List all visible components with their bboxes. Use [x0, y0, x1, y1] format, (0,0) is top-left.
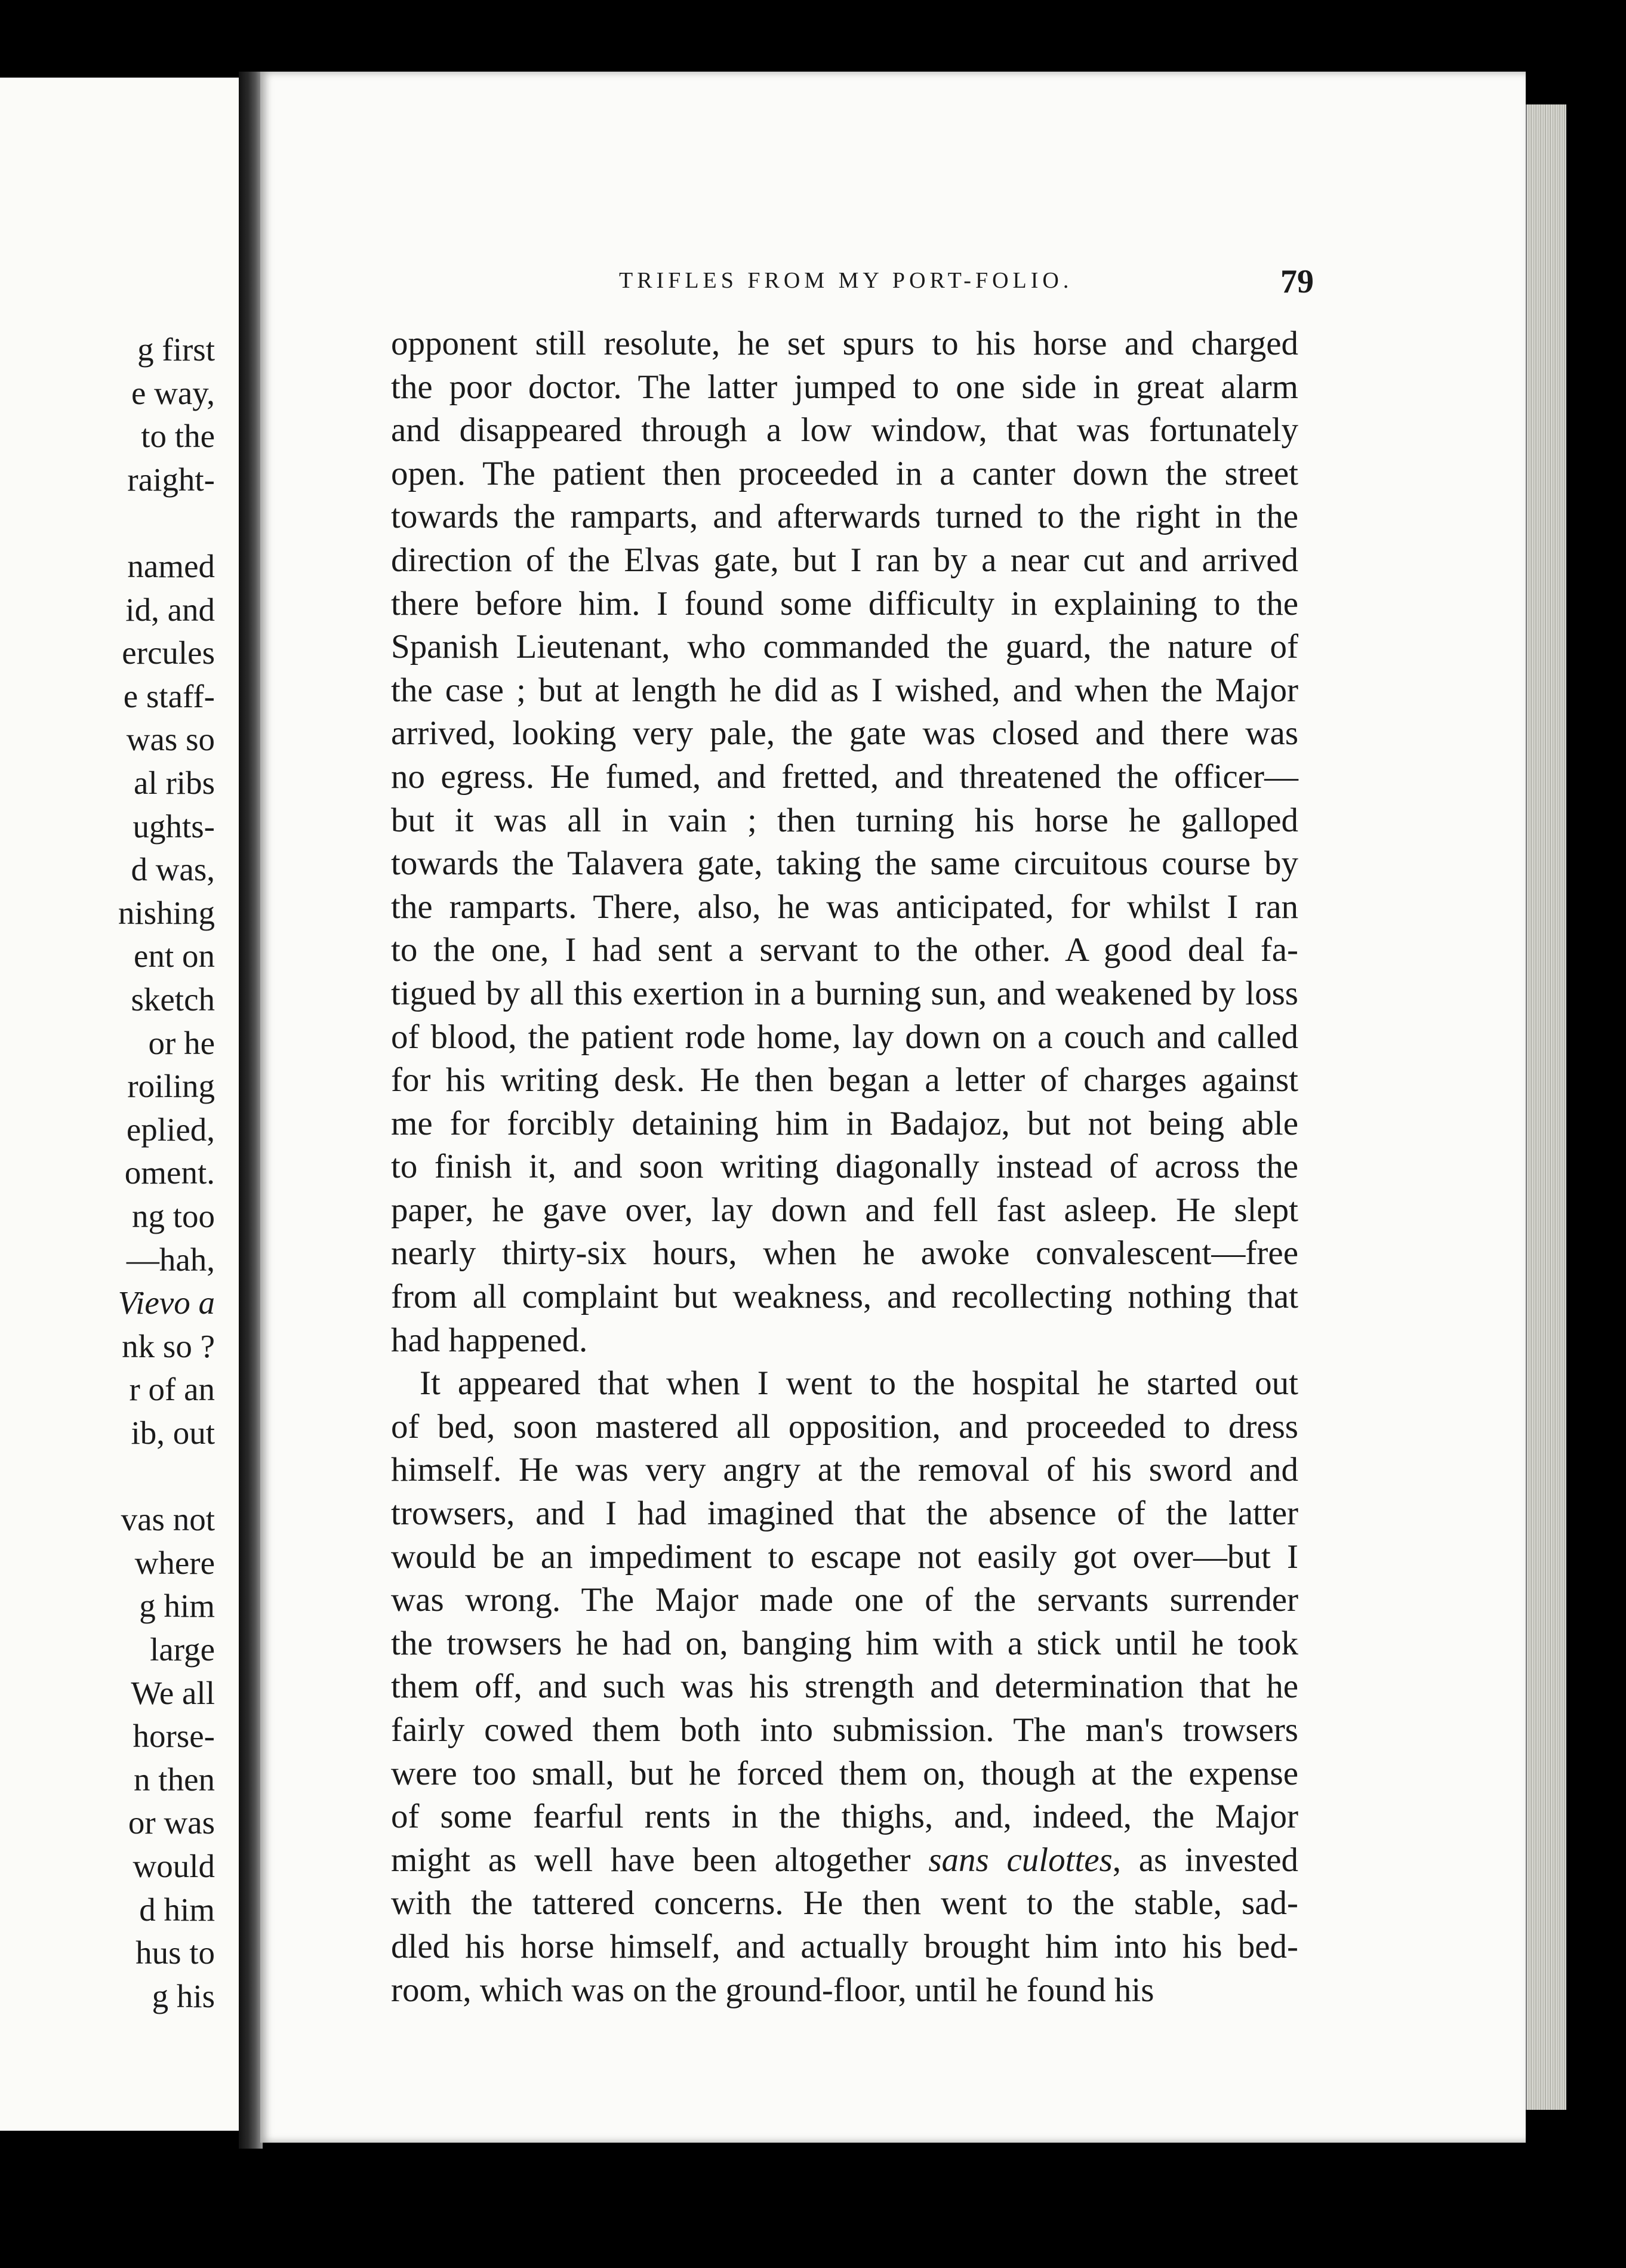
fragment-line: id, and: [125, 591, 215, 628]
text-line: the case ; but at length he did as I wished, and when the Major: [391, 671, 1298, 709]
text-line: himself. He was very angry at the removal of his sword and: [391, 1451, 1298, 1489]
text-line: no egress. He fumed, and fretted, and threatened the officer—: [391, 757, 1298, 796]
fragment-line: sketch: [131, 981, 215, 1018]
page-number: 79: [1280, 263, 1314, 300]
text-line: trowsers, and I had imagined that the absence of the latter: [391, 1494, 1298, 1533]
text-line: for his writing desk. He then began a letter of charges against: [391, 1061, 1298, 1099]
page-edges: [1526, 104, 1566, 2110]
text-line: might as well have been altogether sans culottes, as invested: [391, 1841, 1299, 1879]
fragment-line: ughts-: [133, 808, 215, 845]
fragment-line: named: [127, 548, 215, 584]
text-line: there before him. I found some difficulty in explaining to the: [391, 584, 1298, 623]
text-line: direction of the Elvas gate, but I ran by a near cut and arrived: [391, 541, 1298, 579]
fragment-line: al ribs: [134, 765, 215, 801]
text-line: from all complaint but weakness, and recollecting nothing that: [391, 1278, 1298, 1316]
text-line: but it was all in vain ; then turning his horse he galloped: [391, 801, 1298, 839]
running-head: TRIFLES FROM MY PORT-FOLIO.: [619, 268, 1073, 293]
text-line: them off, and such was his strength and determination that he: [391, 1668, 1298, 1706]
text-line: towards the Talavera gate, taking the same circuitous course by: [391, 845, 1298, 883]
fragment-line: e way,: [131, 374, 215, 411]
fragment-line: g first: [137, 331, 215, 368]
fragment-line: would: [133, 1848, 215, 1884]
fragment-line: horse-: [133, 1718, 215, 1755]
fragment-line: g his: [152, 1977, 215, 2014]
fragment-line: roiling: [127, 1068, 215, 1105]
text-line: opponent still resolute, he set spurs to his horse and charged: [391, 325, 1298, 362]
text-line: was wrong. The Major made one of the servants surrender: [391, 1581, 1298, 1619]
text-line: had happened.: [391, 1321, 588, 1359]
fragment-line: or he: [148, 1024, 215, 1061]
text-line: the ramparts. There, also, he was anticipated, for whilst I ran: [391, 888, 1298, 926]
text-line: fairly cowed them both into submission. The man's trowsers: [391, 1711, 1298, 1749]
fragment-line: large: [150, 1631, 215, 1668]
fragment-line: —hah,: [126, 1241, 215, 1278]
fragment-line: d him: [139, 1891, 215, 1928]
paragraph: [391, 1362, 1298, 2012]
fragment-line: ng too: [131, 1198, 215, 1234]
text-line: me for forcibly detaining him in Badajoz, but not being able: [391, 1104, 1298, 1142]
fragment-line: ercules: [122, 634, 215, 671]
fragment-line: or was: [128, 1804, 215, 1841]
fragment-line: g him: [139, 1588, 215, 1625]
fragment-line: n then: [134, 1761, 215, 1798]
text-line: were too small, but he forced them on, though at the expense: [391, 1754, 1298, 1792]
text-line: Spanish Lieutenant, who commanded the guard, the nature of: [391, 628, 1298, 666]
text-line: to the one, I had sent a servant to the other. A good deal fa-: [391, 931, 1298, 969]
text-line: It appeared that when I went to the hospital he started out: [420, 1364, 1298, 1403]
fragment-line: ent on: [134, 938, 215, 975]
fragment-line: vas not: [121, 1501, 215, 1538]
paragraph: [391, 322, 1298, 1362]
text-line: to finish it, and soon writing diagonally instead of across the: [391, 1148, 1298, 1186]
fragment-line: We all: [131, 1674, 215, 1711]
book-gutter: [239, 72, 263, 2149]
text-line: would be an impediment to escape not easily got over—but I: [391, 1537, 1298, 1576]
fragment-line: d was,: [131, 851, 215, 888]
fragment-line: e staff-: [123, 677, 215, 714]
fragment-line: oment.: [124, 1154, 215, 1191]
fragment-line: was so: [126, 721, 215, 758]
text-line: tigued by all this exertion in a burning sun, and weakened by loss: [391, 974, 1298, 1012]
text-line: the trowsers he had on, banging him with a stick until he took: [391, 1624, 1298, 1662]
fragment-line: eplied,: [126, 1111, 215, 1148]
text-line: dled his horse himself, and actually brought him into his bed-: [391, 1927, 1298, 1965]
text-line: paper, he gave over, lay down and fell fast asleep. He slept: [391, 1191, 1298, 1229]
fragment-line: Vievo a: [118, 1284, 215, 1321]
body-text: [391, 322, 1298, 2012]
previous-page-fragment: [0, 78, 242, 2131]
fragment-line: hus to: [136, 1934, 215, 1971]
fragment-line: ib, out: [131, 1415, 215, 1451]
fragment-line: raight-: [127, 461, 215, 498]
text-line: arrived, looking very pale, the gate was closed and there was: [391, 714, 1298, 753]
fragment-line: nk so ?: [122, 1327, 215, 1364]
text-line: nearly thirty-six hours, when he awoke convalescent—free: [391, 1234, 1298, 1272]
fragment-line: nishing: [118, 894, 215, 931]
text-line: room, which was on the ground-floor, until he found his: [391, 1971, 1154, 2009]
text-line: the poor doctor. The latter jumped to one side in great alarm: [391, 368, 1298, 406]
text-line: with the tattered concerns. He then went to the stable, sad-: [391, 1884, 1298, 1922]
fragment-line: where: [134, 1544, 215, 1581]
text-line: of bed, soon mastered all opposition, and proceeded to dress: [391, 1407, 1298, 1446]
text-line: of some fearful rents in the thighs, and, indeed, the Major: [391, 1798, 1298, 1836]
text-line: of blood, the patient rode home, lay down on a couch and called: [391, 1018, 1298, 1056]
fragment-line: to the: [141, 418, 215, 455]
text-line: and disappeared through a low window, that was fortunately: [391, 411, 1298, 449]
fragment-line: r of an: [129, 1371, 215, 1408]
text-line: towards the ramparts, and afterwards turned to the right in the: [391, 498, 1298, 536]
text-line: open. The patient then proceeded in a canter down the street: [391, 454, 1298, 492]
